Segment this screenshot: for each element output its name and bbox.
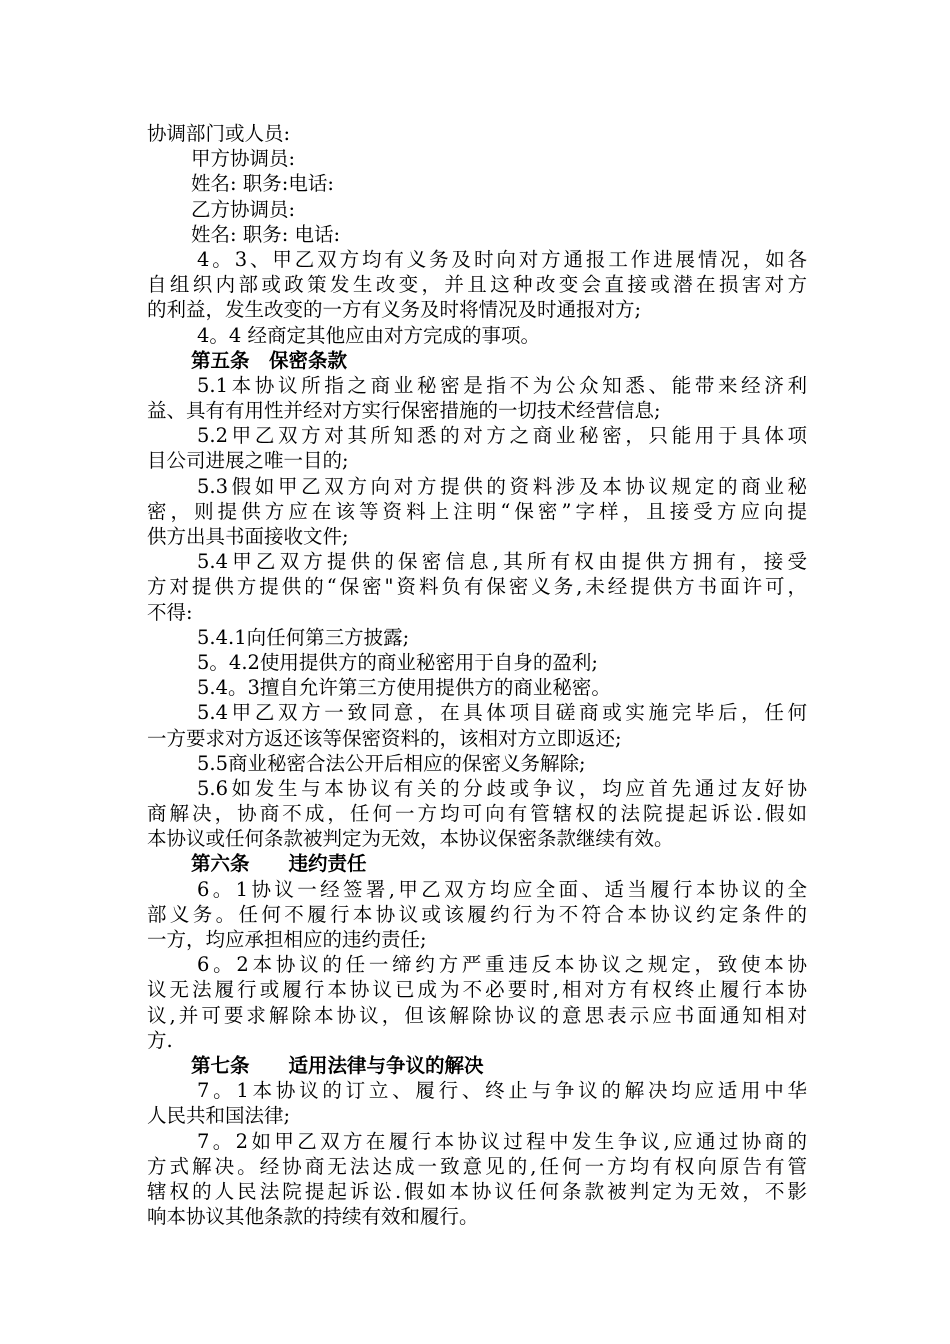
clause-text-line: 自组织内部或政策发生改变，并且这种改变会直接或潜在损害对方	[147, 273, 807, 297]
clause-text-line: 辖权的人民法院提起诉讼.假如本协议任何条款被判定为无效，不影	[147, 1179, 807, 1203]
document-body	[147, 121, 807, 1229]
clause-text-line: 目公司进展之唯一目的;	[147, 449, 349, 473]
clause-text-line: 响本协议其他条款的持续有效和履行。	[147, 1205, 479, 1229]
clause-text-line: 5.6如发生与本协议有关的分歧或争议，均应首先通过友好协	[197, 776, 807, 800]
clause-text-line: 本协议或任何条款被判定为无效，本协议保密条款继续有效。	[147, 827, 674, 851]
clause-text-line: 6。2本协议的任一缔约方严重违反本协议之规定，致使本协	[197, 953, 807, 977]
clause-text-line: 人民共和国法律;	[147, 1104, 291, 1128]
field-label-line: 乙方协调员:	[191, 197, 296, 221]
clause-text-line: 5.3假如甲乙双方向对方提供的资料涉及本协议规定的商业秘	[197, 474, 807, 498]
field-label-line: 姓名: 职务:电话:	[191, 172, 334, 196]
text-line: 协调部门或人员:	[147, 122, 291, 145]
clause-text-line: 5.4甲乙双方提供的保密信息,其所有权由提供方拥有，接受	[197, 550, 807, 574]
section-heading: 第六条 违约责任	[191, 852, 367, 876]
clause-text-line: 益、具有有用性并经对方实行保密措施的一切技术经营信息;	[147, 399, 661, 423]
clause-text-line: 5。4.2使用提供方的商业秘密用于自身的盈利;	[197, 650, 598, 674]
section-heading: 第七条 适用法律与争议的解决	[191, 1053, 484, 1077]
clause-text-line: 6。1协议一经签署,甲乙双方均应全面、适当履行本协议的全	[197, 877, 807, 901]
clause-text-line: 7。1本协议的订立、履行、终止与争议的解决均应适用中华	[197, 1079, 807, 1103]
clause-text-line: 5.5商业秘密合法公开后相应的保密义务解除;	[197, 751, 586, 775]
field-label-line: 姓名: 职务: 电话:	[191, 222, 341, 246]
clause-text-line: 5.4。3擅自允许第三方使用提供方的商业秘密。	[197, 676, 611, 700]
clause-text-line: 方式解决。经协商无法达成一致意见的,任何一方均有权向原告有管	[147, 1154, 807, 1178]
clause-text-line: 供方出具书面接收文件;	[147, 525, 349, 548]
clause-text-line: 7。2如甲乙双方在履行本协议过程中发生争议,应通过协商的	[197, 1129, 807, 1153]
clause-text-line: 一方要求对方返还该等保密资料的，该相对方立即返还;	[147, 726, 622, 750]
clause-text-line: 不得:	[147, 600, 193, 624]
clause-text-line: 议无法履行或履行本协议已成为不必要时,相对方有权终止履行本协	[147, 978, 807, 1002]
clause-text-line: 4。4 经商定其他应由对方完成的事项。	[197, 323, 541, 347]
field-label-line: 甲方协调员:	[191, 147, 296, 171]
clause-text-line: 部义务。任何不履行本协议或该履约行为不符合本协议约定条件的	[147, 902, 807, 926]
clause-text-line: 5.2甲乙双方对其所知悉的对方之商业秘密，只能用于具体项	[197, 424, 807, 448]
clause-text-line: 商解决，协商不成，任何一方均可向有管辖权的法院提起诉讼.假如	[147, 802, 807, 826]
clause-text-line: 密，则提供方应在该等资料上注明“保密”字样，且接受方应向提	[147, 499, 807, 523]
clause-text-line: 方对提供方提供的“保密"资料负有保密义务,未经提供方书面许可，	[147, 575, 807, 599]
clause-text-line: 议,并可要求解除本协议，但该解除协议的意思表示应书面通知相对	[147, 1003, 807, 1027]
clause-text-line: 5.4.1向任何第三方披露;	[197, 625, 410, 649]
clause-text-line: 5.4甲乙双方一致同意，在具体项目磋商或实施完毕后，任何	[197, 701, 807, 725]
clause-text-line: 一方，均应承担相应的违约责任;	[147, 928, 427, 951]
clause-text-line: 方.	[147, 1028, 173, 1052]
clause-text-line: 的利益，发生改变的一方有义务及时将情况及时通报对方;	[147, 298, 642, 322]
clause-text-line: 5.1本协议所指之商业秘密是指不为公众知悉、能带来经济利	[197, 373, 807, 397]
section-heading: 第五条 保密条款	[191, 348, 348, 372]
clause-text-line: 4。3、甲乙双方均有义务及时向对方通报工作进展情况，如各	[197, 247, 807, 271]
